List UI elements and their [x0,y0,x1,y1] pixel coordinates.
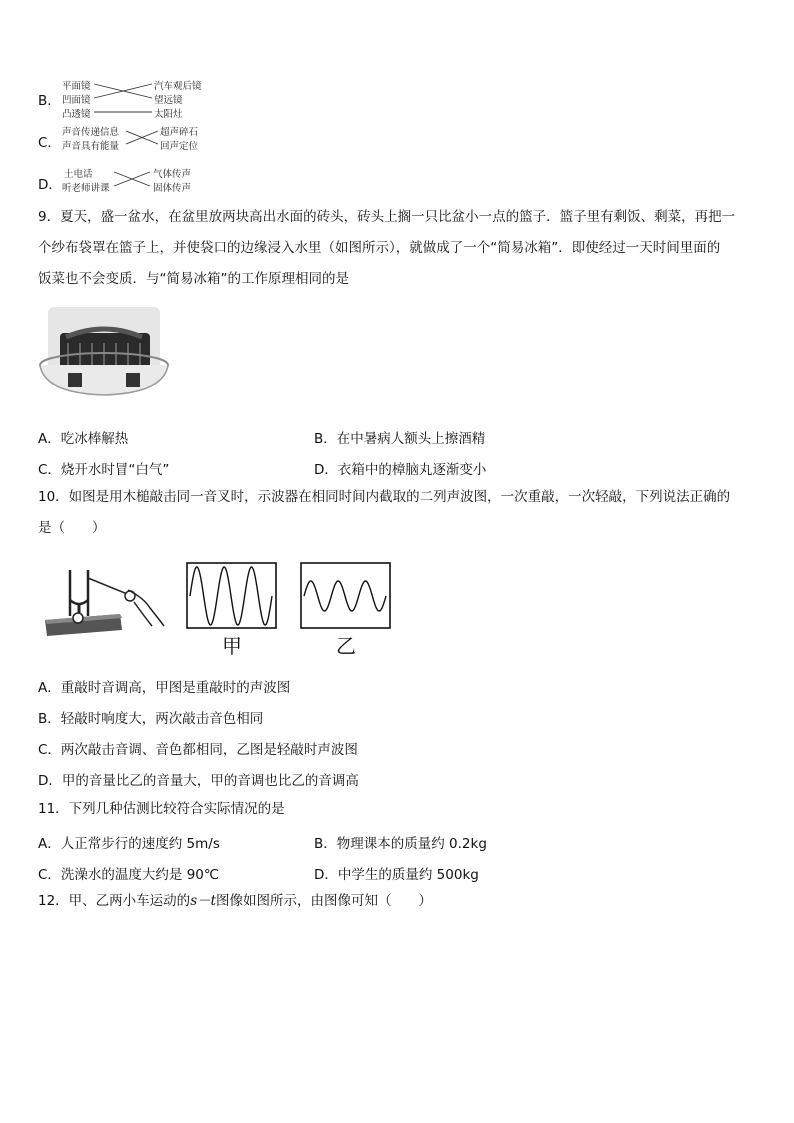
matching-lines [0,0,794,200]
q10-option-d: D．甲的音量比乙的音量大，甲的音调也比乙的音调高 [38,773,359,789]
q10-option-b: B．轻敲时响度大，两次敲击音色相同 [38,711,264,727]
q9-option-d: D．衣箱中的樟脑丸逐渐变小 [314,462,487,478]
q11-option-a: A．人正常步行的速度约 5m/s [38,836,220,852]
waveform-jia [186,562,278,630]
question-12-stem [38,886,432,917]
question-12-stem-post: 图像如图所示，由图像可知（ ） [216,893,433,909]
question-11-stem: 11．下列几种估测比较符合实际情况的是 [38,801,285,817]
label-jia: 甲 [222,634,242,658]
match-left-item: 土电话 [64,169,93,180]
match-left-item: 听老师讲课 [62,183,110,194]
question-12-stem-pre: 12．甲、乙两小车运动的 [38,893,191,909]
question-10-line: 是（ ） [38,520,106,536]
option-b-label: B． [38,93,61,109]
match-left-item: 凹面镜 [62,95,91,106]
match-right-item: 超声碎石 [160,127,199,138]
st-math: s－t [190,893,217,909]
match-right-item: 太阳灶 [154,109,183,120]
q10-option-c: C．两次敲击音调、音色都相同，乙图是轻敲时声波图 [38,742,358,758]
match-right-item: 汽车观后镜 [154,81,202,92]
q11-option-b: B．物理课本的质量约 0.2kg [314,836,487,852]
q11-option-c: C．洗澡水的温度大约是 90℃ [38,867,220,883]
label-yi: 乙 [336,634,356,658]
option-d-label: D． [38,177,62,193]
cooler-basket-icon [38,303,170,401]
match-left-item: 声音具有能量 [62,141,120,152]
waveform-yi [300,562,392,630]
question-9-line: 饭菜也不会变质．与“简易冰箱”的工作原理相同的是 [38,271,349,287]
question-10-line: 10．如图是用木槌敲击同一音叉时，示波器在相同时间内截取的二列声波图，一次重敲，一次轻敲，下列说法正确的 [38,489,731,505]
match-left-item: 平面镜 [62,81,91,92]
q10-option-a: A．重敲时音调高，甲图是重敲时的声波图 [38,680,291,696]
tuning-fork-icon [40,560,170,640]
question-9-line: 个纱布袋罩在篮子上，并使袋口的边缘浸入水里（如图所示），就做成了一个“简易冰箱”．即使经过一天时间里面的 [38,240,721,256]
match-right-item: 固体传声 [153,183,192,194]
match-right-item: 回声定位 [160,141,199,152]
match-left-item: 凸透镜 [62,109,91,120]
question-9-line: 9．夏天，盛一盆水，在盆里放两块高出水面的砖头，砖头上搁一只比盆小一点的篮子．篮子里有剩饭、剩菜，再把一 [38,209,736,225]
q9-option-a: A．吃冰棒解热 [38,431,129,447]
q9-option-c: C．烧开水时冒“白气” [38,462,170,478]
match-right-item: 望远镜 [154,95,183,106]
match-right-item: 气体传声 [153,169,192,180]
q11-option-d: D．中学生的质量约 500kg [314,867,479,883]
match-left-item: 声音传递信息 [62,127,120,138]
option-c-label: C． [38,135,61,151]
q9-option-b: B．在中暑病人额头上擦酒精 [314,431,486,447]
